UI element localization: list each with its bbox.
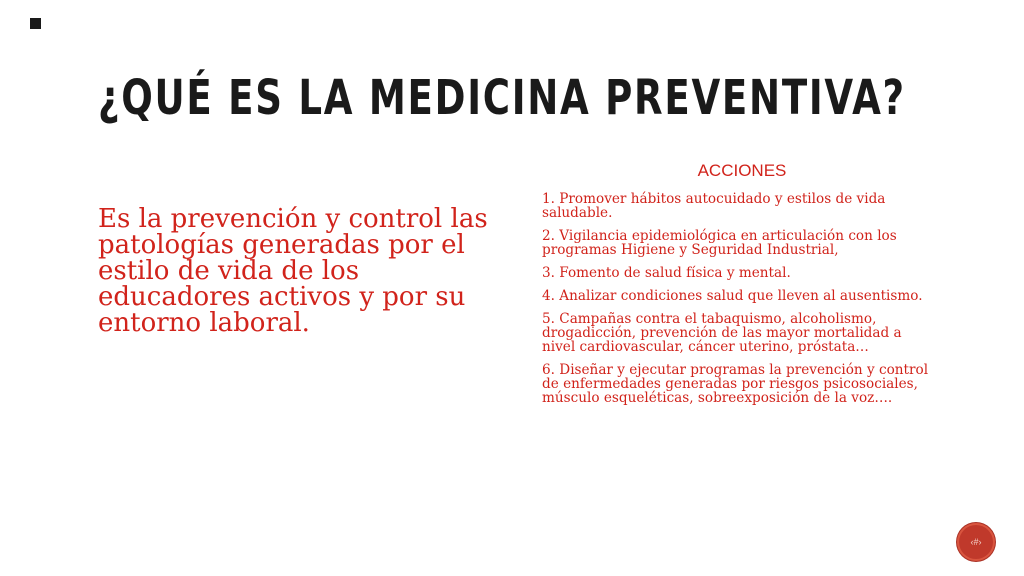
- action-item-1: 1. Promover hábitos autocuidado y estilos de vida saludable.: [542, 191, 886, 221]
- actions-heading: ACCIONES: [697, 161, 787, 180]
- page-number-badge: ‹#›: [957, 523, 995, 561]
- corner-square-decoration: [30, 18, 41, 29]
- action-item-6: 6. Diseñar y ejecutar programas la prevención y control de enfermedades generadas por riesgos psicosociales, músculo esqueléticas, sobreexposición de la voz….: [542, 362, 929, 406]
- action-item-2: 2. Vigilancia epidemiológica en articulación con los programas Higiene y Seguridad Industrial,: [542, 228, 897, 258]
- action-item-4: 4. Analizar condiciones salud que lleven al ausentismo.: [542, 288, 923, 304]
- slide-title: ¿QUÉ ES LA MEDICINA PREVENTIVA?: [98, 70, 906, 126]
- actions-list: [542, 192, 937, 414]
- definition-text: Es la prevención y control las patologías generadas por el estilo de vida de los educadores activos y por su entorno laboral.: [98, 204, 488, 338]
- action-item-3: 3. Fomento de salud física y mental.: [542, 265, 791, 281]
- action-item-5: 5. Campañas contra el tabaquismo, alcoholismo, drogadicción, prevención de las mayor mortalidad a nivel cardiovascular, cáncer uterino, próstata…: [542, 311, 902, 355]
